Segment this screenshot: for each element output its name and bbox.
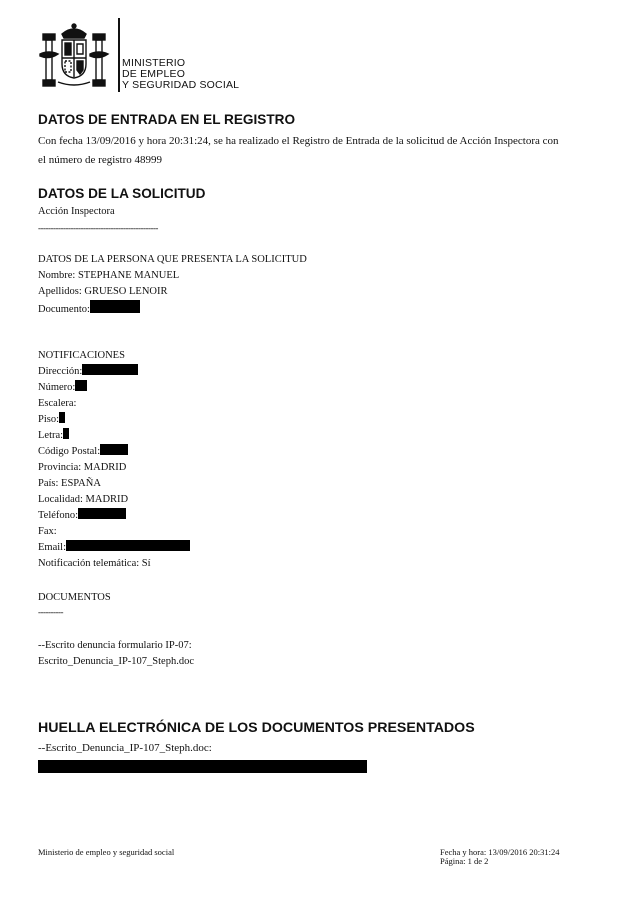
footer-date: Fecha y hora: 13/09/2016 20:31:24 xyxy=(440,847,560,857)
notif-pais: País: ESPAÑA xyxy=(38,478,101,489)
persona-documento xyxy=(38,300,140,318)
coat-of-arms-logo xyxy=(38,20,110,92)
redacted-block xyxy=(78,508,126,519)
redacted-block xyxy=(59,412,65,423)
letra-label: Letra: xyxy=(38,430,64,441)
documentos-heading: DOCUMENTOS xyxy=(38,592,111,603)
documento-item-file: Escrito_Denuncia_IP-107_Steph.doc xyxy=(38,656,195,667)
notif-provincia: Provincia: MADRID xyxy=(38,462,127,473)
huella-heading: HUELLA ELECTRÓNICA DE LOS DOCUMENTOS PRESENTADOS xyxy=(38,720,475,736)
redacted-block xyxy=(75,380,87,391)
redacted-block xyxy=(63,428,69,439)
registro-heading: DATOS DE ENTRADA EN EL REGISTRO xyxy=(38,112,296,127)
documentos-separator: ---------- xyxy=(38,607,63,617)
registro-text-line2: el número de registro 48999 xyxy=(38,154,163,166)
redacted-block xyxy=(66,540,190,551)
ministry-line: MINISTERIO xyxy=(122,57,186,69)
notif-direccion xyxy=(38,364,138,380)
notif-escalera: Escalera: xyxy=(38,398,77,409)
telefono-label: Teléfono: xyxy=(38,510,79,521)
persona-nombre: Nombre: STEPHANE MANUEL xyxy=(38,270,180,281)
notif-letra xyxy=(38,428,69,444)
notif-piso xyxy=(38,412,65,428)
documento-label: Documento: xyxy=(38,304,90,315)
numero-label: Número: xyxy=(38,382,76,393)
footer-left: Ministerio de empleo y seguridad social xyxy=(38,847,175,857)
piso-label: Piso: xyxy=(38,414,60,425)
notif-telematica: Notificación telemática: Sí xyxy=(38,558,151,569)
documento-item-label: --Escrito denuncia formulario IP-07: xyxy=(38,640,192,651)
notif-localidad: Localidad: MADRID xyxy=(38,494,129,505)
notif-telefono xyxy=(38,508,126,524)
email-label: Email: xyxy=(38,542,66,553)
redacted-hash xyxy=(38,760,367,773)
footer-page: Página: 1 de 2 xyxy=(440,856,489,866)
huella-file: --Escrito_Denuncia_IP-107_Steph.doc: xyxy=(38,742,212,754)
notif-email xyxy=(38,540,190,556)
redacted-block xyxy=(100,444,128,455)
ministry-line: DE EMPLEO xyxy=(122,68,186,80)
notif-fax: Fax: xyxy=(38,526,57,537)
direccion-label: Dirección: xyxy=(38,366,83,377)
registro-text-line1: Con fecha 13/09/2016 y hora 20:31:24, se ha realizado el Registro de Entrada de la solicitud de Acción Inspectora con xyxy=(38,135,559,147)
solicitud-type: Acción Inspectora xyxy=(38,206,115,217)
header-divider xyxy=(118,18,120,92)
ministry-line: Y SEGURIDAD SOCIAL xyxy=(122,79,240,91)
notif-codigo-postal xyxy=(38,444,128,460)
notif-numero xyxy=(38,380,87,396)
persona-heading: DATOS DE LA PERSONA QUE PRESENTA LA SOLICITUD xyxy=(38,254,307,265)
notificaciones-heading: NOTIFICACIONES xyxy=(38,350,125,361)
codigo-postal-label: Código Postal: xyxy=(38,446,101,457)
redacted-block xyxy=(90,300,140,313)
solicitud-separator: ------------------------------------------------ xyxy=(38,223,158,233)
persona-apellidos: Apellidos: GRUESO LENOIR xyxy=(38,286,168,297)
ministry-name xyxy=(122,58,239,91)
redacted-block xyxy=(82,364,138,375)
solicitud-heading: DATOS DE LA SOLICITUD xyxy=(38,186,206,201)
